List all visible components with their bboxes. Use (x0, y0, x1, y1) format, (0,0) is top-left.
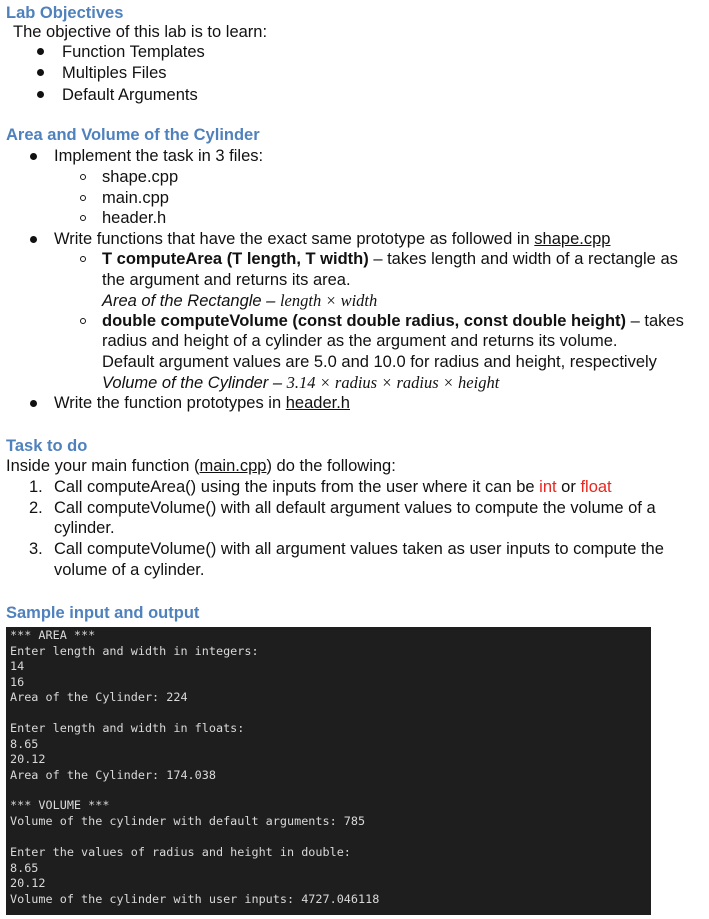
step-text: Call computeArea() using the inputs from the user where it can be int or float (54, 478, 612, 496)
bullet-icon (37, 48, 44, 55)
console-line: 20.12 (10, 752, 46, 766)
console-line: Enter length and width in integers: (10, 644, 259, 658)
step-number: 3. (29, 540, 43, 558)
console-line: Volume of the cylinder with default arguments: 785 (10, 814, 366, 828)
area-formula: Area of the Rectangle – length × width (102, 291, 378, 310)
file-item: main.cpp (102, 189, 169, 207)
console-line: Area of the Cylinder: 174.038 (10, 768, 216, 782)
console-line: 14 (10, 659, 25, 673)
step-number: 1. (29, 478, 43, 496)
console-line: Enter the values of radius and height in double: (10, 845, 351, 859)
console-line: 8.65 (10, 861, 39, 875)
task-heading: Task to do (6, 437, 88, 455)
file-item: shape.cpp (102, 168, 179, 186)
console-line: Volume of the cylinder with user inputs: 4727.046118 (10, 892, 380, 906)
hollow-bullet-icon (80, 174, 86, 180)
bullet-icon (37, 91, 44, 98)
implement-text: Implement the task in 3 files: (54, 147, 264, 165)
console-line: Area of the Cylinder: 224 (10, 690, 188, 704)
objectives-heading: Lab Objectives (6, 4, 124, 22)
bullet-icon (37, 69, 44, 76)
hollow-bullet-icon (80, 256, 86, 262)
hollow-bullet-icon (80, 215, 86, 221)
console-line: 16 (10, 675, 25, 689)
bullet-icon (30, 153, 37, 160)
step-number: 2. (29, 499, 43, 517)
compute-volume-line: double computeVolume (const double radius, const double height) – takes (102, 312, 684, 330)
file-item: header.h (102, 209, 167, 227)
compute-area-desc: the argument and returns its area. (102, 271, 351, 289)
console-line: *** AREA *** (10, 628, 96, 642)
write-functions-text: Write functions that have the exact same prototype as followed in shape.cpp (54, 230, 611, 248)
int-keyword: int (539, 478, 557, 496)
console-line: 20.12 (10, 876, 46, 890)
volume-formula: Volume of the Cylinder – 3.14 × radius × radius × height (102, 373, 500, 392)
compute-area-line: T computeArea (T length, T width) – takes length and width of a rectangle as (102, 250, 678, 268)
bullet-icon (30, 400, 37, 407)
step-text: volume of a cylinder. (54, 561, 205, 579)
console-line: *** VOLUME *** (10, 798, 110, 812)
console-line: 8.65 (10, 737, 39, 751)
objectives-intro: The objective of this lab is to learn: (13, 23, 268, 41)
compute-volume-desc: radius and height of a cylinder as the argument and returns its volume. (102, 332, 618, 350)
step-text: Call computeVolume() with all default argument values to compute the volume of a (54, 499, 656, 517)
main-cpp-link: main.cpp (199, 457, 267, 475)
task-intro: Inside your main function (main.cpp) do the following: (6, 457, 396, 475)
hollow-bullet-icon (80, 318, 86, 324)
header-h-link: header.h (285, 394, 350, 412)
compute-volume-signature: double computeVolume (const double radius, const double height) (102, 312, 627, 330)
objective-item: Function Templates (62, 43, 205, 61)
console-output (6, 627, 651, 915)
console-line: Enter length and width in floats: (10, 721, 245, 735)
cylinder-heading: Area and Volume of the Cylinder (6, 126, 260, 144)
bullet-icon (30, 236, 37, 243)
shape-cpp-link: shape.cpp (534, 230, 611, 248)
sample-heading: Sample input and output (6, 604, 200, 622)
default-args-desc: Default argument values are 5.0 and 10.0 for radius and height, respectively (102, 353, 657, 371)
hollow-bullet-icon (80, 195, 86, 201)
float-keyword: float (580, 478, 612, 496)
step-text: cylinder. (54, 519, 115, 537)
step-text: Call computeVolume() with all argument values taken as user inputs to compute the (54, 540, 664, 558)
objective-item: Multiples Files (62, 64, 167, 82)
prototypes-text: Write the function prototypes in header.h (54, 394, 350, 412)
compute-area-signature: T computeArea (T length, T width) (102, 250, 369, 268)
objective-item: Default Arguments (62, 86, 198, 104)
